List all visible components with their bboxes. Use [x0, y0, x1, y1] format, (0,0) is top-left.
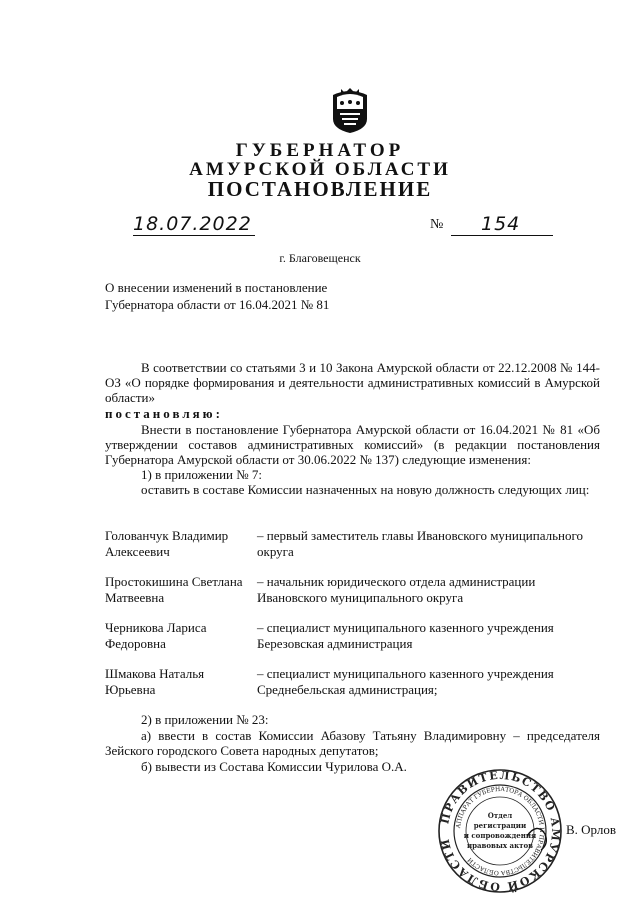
person-position: – специалист муниципального казенного учреждения Среднебельская администрация; — [257, 666, 554, 697]
signer-name: В. Орлов — [566, 822, 617, 837]
subpoint1-title: 1) в приложении № 7: — [141, 467, 263, 482]
header-title-line1: ГУБЕРНАТОР — [235, 140, 405, 161]
person-name: Голованчук Владимир Алексеевич — [105, 528, 229, 559]
person-position: – первый заместитель главы Ивановского муниципального округа — [257, 528, 583, 559]
decree-word: постановляю: — [105, 406, 223, 421]
subpoint2-title: 2) в приложении № 23: — [141, 712, 269, 727]
seal-center-line: правовых актов — [466, 841, 534, 850]
person-name: Простокишина Светлана Матвеевна — [105, 574, 243, 605]
person-name: Черникова Лариса Федоровна — [105, 620, 207, 651]
coat-of-arms-emblem — [329, 85, 371, 135]
seal-center-line: и сопровождения — [463, 831, 537, 840]
preamble-paragraph: В соответствии со статьями 3 и 10 Закона Амурской области от 22.12.2008 № 144-ОЗ «О порядке формирования и деятельности административных комиссий в Амурской области» — [105, 360, 600, 405]
subpoint1-text: оставить в составе Комиссии назначенных на новую должность следующих лиц: — [141, 482, 590, 497]
document-number: 154 — [451, 213, 553, 236]
official-seal-stamp — [437, 768, 563, 894]
city-name: г. Благовещенск — [279, 251, 361, 265]
document-date: 18.07.2022 — [133, 213, 255, 236]
document-type: ПОСТАНОВЛЕНИЕ — [207, 177, 433, 201]
subpoint2-b: б) вывести из Состава Комиссии Чурилова О.А. — [141, 759, 407, 774]
number-label: № — [430, 217, 444, 232]
seal-center-line: регистрации — [473, 821, 527, 830]
person-position: – начальник юридического отдела администрации Ивановского муниципального округа — [257, 574, 536, 605]
document-subject: О внесении изменений в постановление Губернатора области от 16.04.2021 № 81 — [105, 280, 330, 312]
subpoint2-a: а) ввести в состав Комиссии Абазову Татьяну Владимировну – председателя Зейского городского Совета народных депутатов; — [105, 728, 600, 758]
seal-outer-text: ПРАВИТЕЛЬСТВО АМУРСКОЙ ОБЛАСТИ — [438, 768, 563, 894]
seal-center-line: Отдел — [487, 811, 513, 820]
header-title-line2: АМУРСКОЙ ОБЛАСТИ — [189, 159, 451, 180]
person-name: Шмакова Наталья Юрьевна — [105, 666, 205, 697]
point1-paragraph: Внести в постановление Губернатора Амурской области от 16.04.2021 № 81 «Об утверждении составов административных комиссий» (в редакции постановления Губернатора Амурской области от 30.06.2022 № 137) следующие изменения: — [105, 422, 600, 467]
seal-inner-text: АППАРАТ ГУБЕРНАТОРА ОБЛАСТИ И ПРАВИТЕЛЬСТВА ОБЛАСТИ — [455, 785, 546, 877]
person-position: – специалист муниципального казенного учреждения Березовская администрация — [257, 620, 554, 651]
